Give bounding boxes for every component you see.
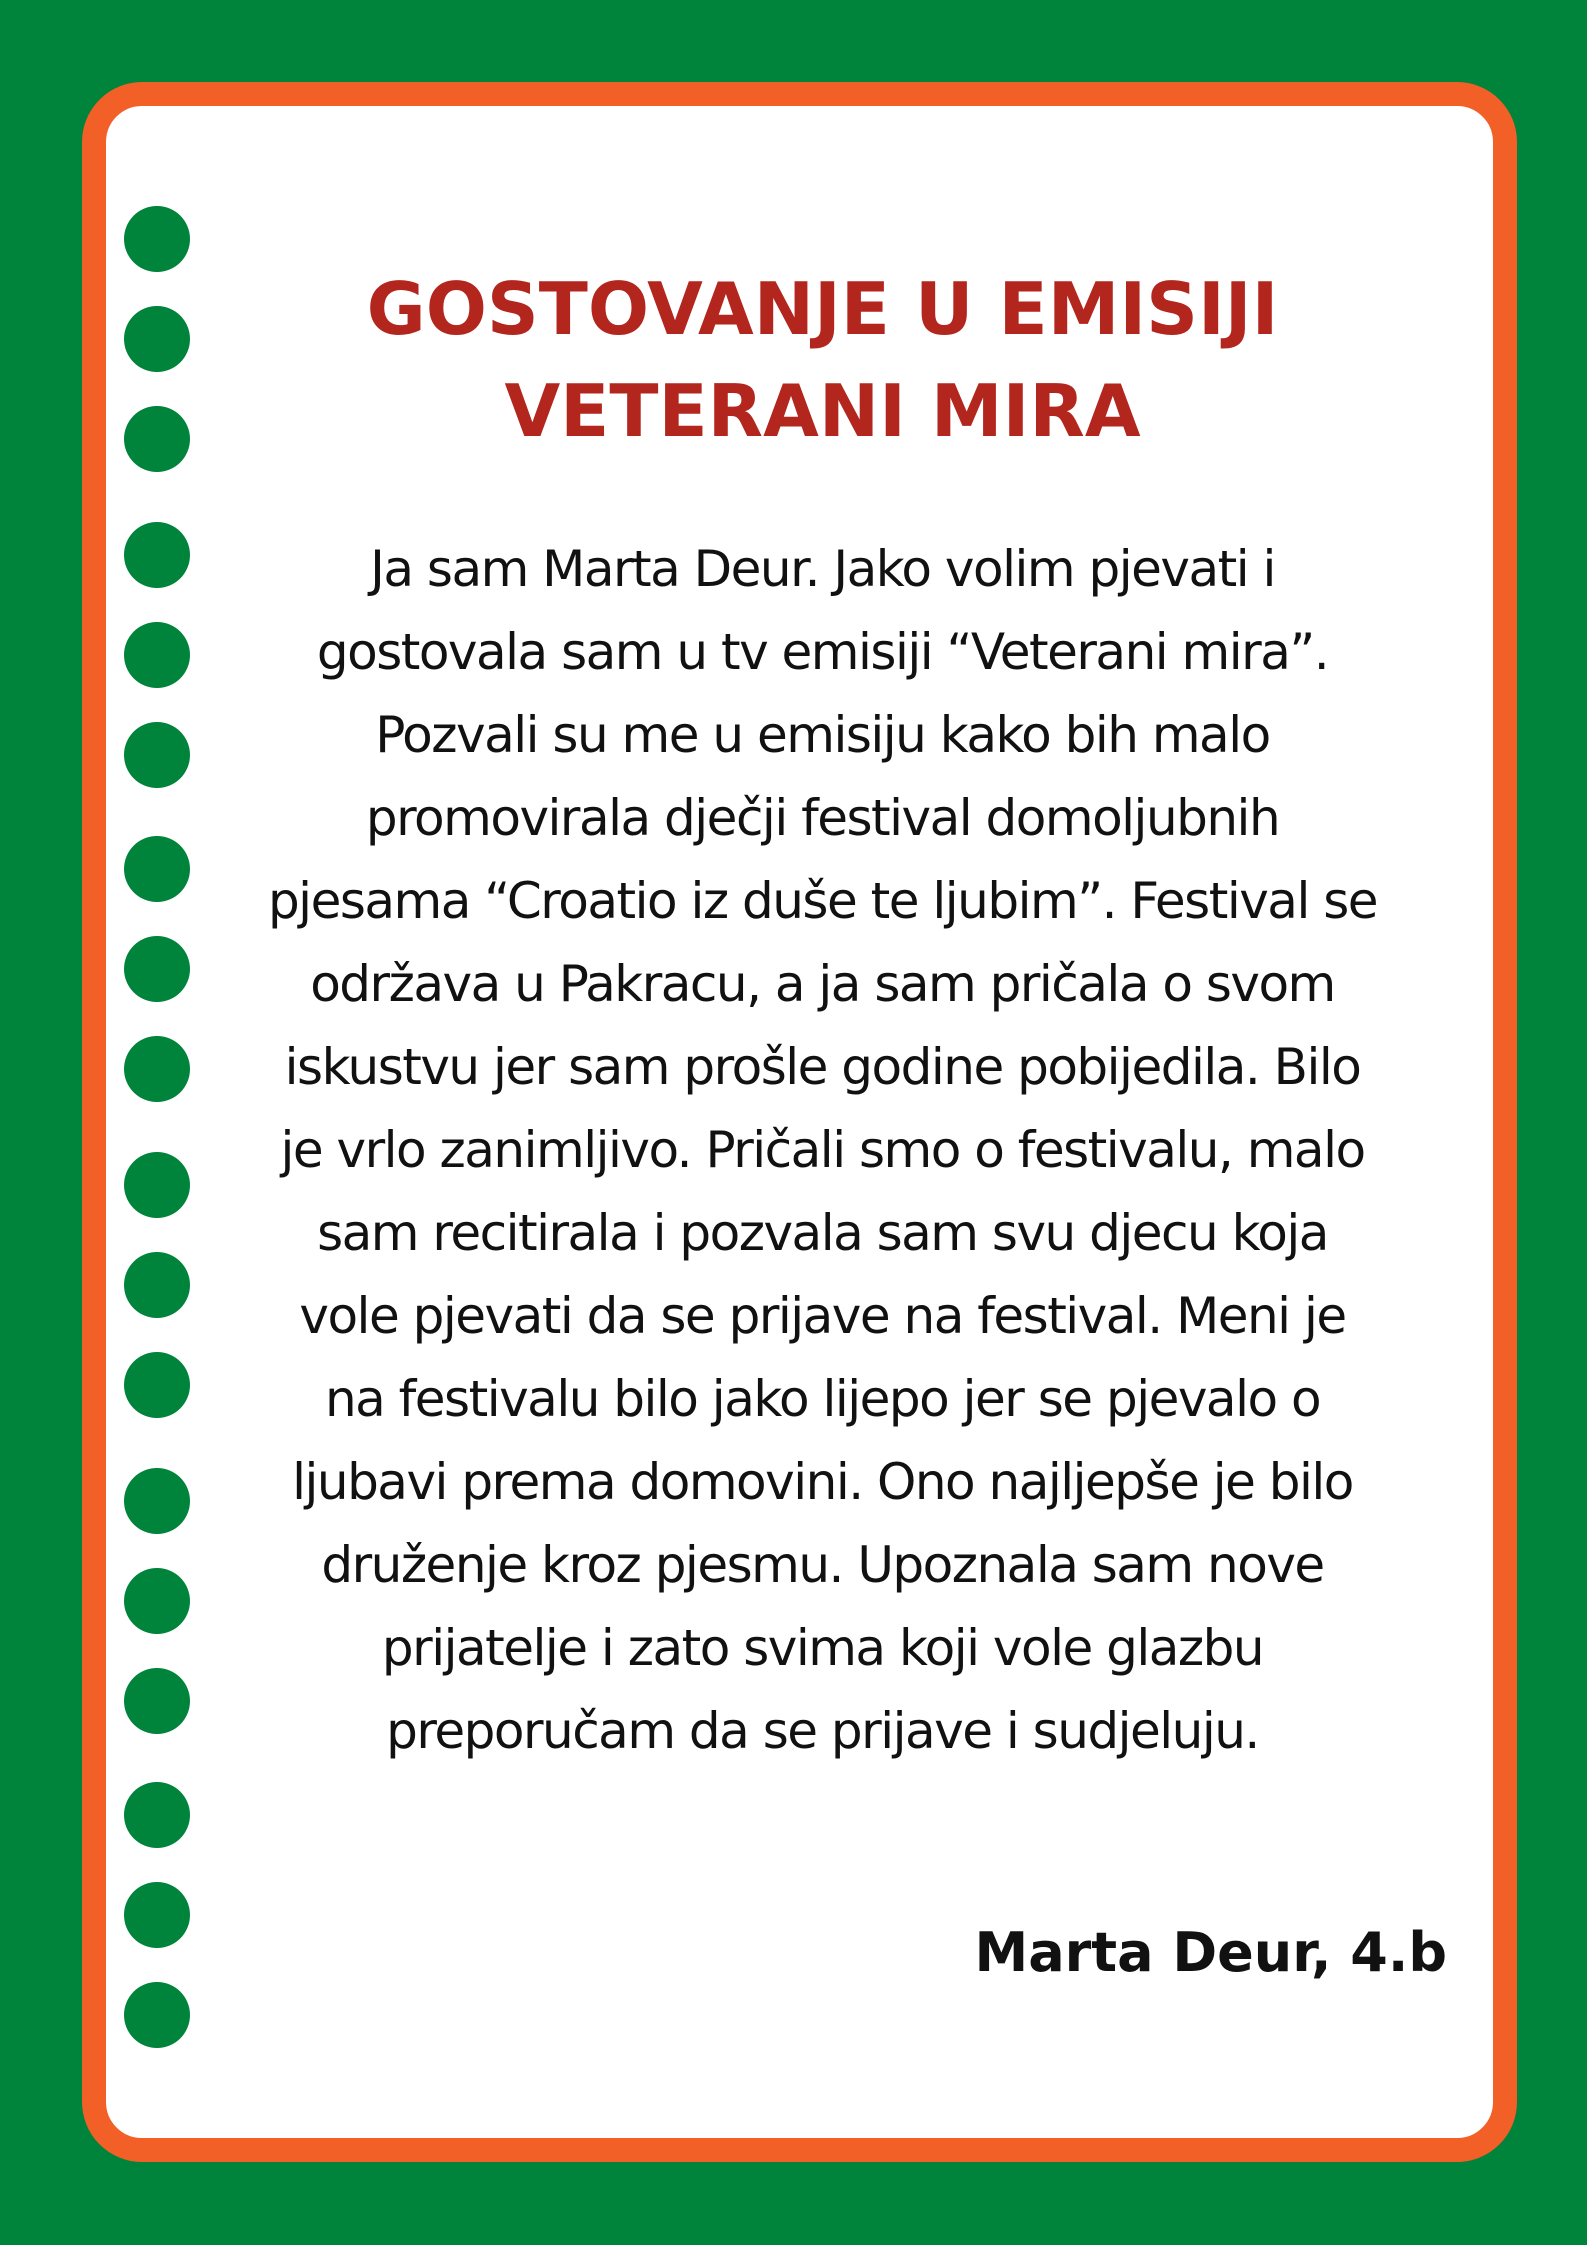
body-line: preporučam da se prijave i sudjeluju. (386, 1702, 1259, 1760)
article-body (180, 528, 1465, 1773)
dot (124, 1982, 190, 2048)
body-line: gostovala sam u tv emisiji “Veterani mira”. (316, 623, 1329, 681)
title-line: GOSTOVANJE U EMISIJI (366, 267, 1279, 351)
author-signature: Marta Deur, 4.b (974, 1921, 1447, 1984)
dot (124, 1882, 190, 1948)
body-line: druženje kroz pjesmu. Upoznala sam nove (321, 1536, 1324, 1594)
body-line: promovirala dječji festival domoljubnih (365, 789, 1280, 847)
dot (124, 406, 190, 472)
body-line: Pozvali su me u emisiju kako bih malo (375, 706, 1270, 764)
body-line: Ja sam Marta Deur. Jako volim pjevati i (370, 540, 1275, 598)
body-line: pjesama “Croatio iz duše te ljubim”. Festival se (267, 872, 1378, 930)
article-title (220, 258, 1425, 462)
title-line: VETERANI MIRA (504, 369, 1141, 453)
dot (124, 306, 190, 372)
body-line: je vrlo zanimljivo. Pričali smo o festivalu, malo (280, 1121, 1365, 1179)
body-line: iskustvu jer sam prošle godine pobijedila. Bilo (284, 1038, 1361, 1096)
body-line: sam recitirala i pozvala sam svu djecu koja (317, 1204, 1328, 1262)
body-line: održava u Pakracu, a ja sam pričala o svom (310, 955, 1335, 1013)
dot (124, 206, 190, 272)
dot (124, 1782, 190, 1848)
body-line: vole pjevati da se prijave na festival. Meni je (299, 1287, 1346, 1345)
body-line: ljubavi prema domovini. Ono najljepše je bilo (292, 1453, 1353, 1511)
body-line: prijatelje i zato svima koji vole glazbu (381, 1619, 1264, 1677)
body-line: na festivalu bilo jako lijepo jer se pjevalo o (324, 1370, 1321, 1428)
